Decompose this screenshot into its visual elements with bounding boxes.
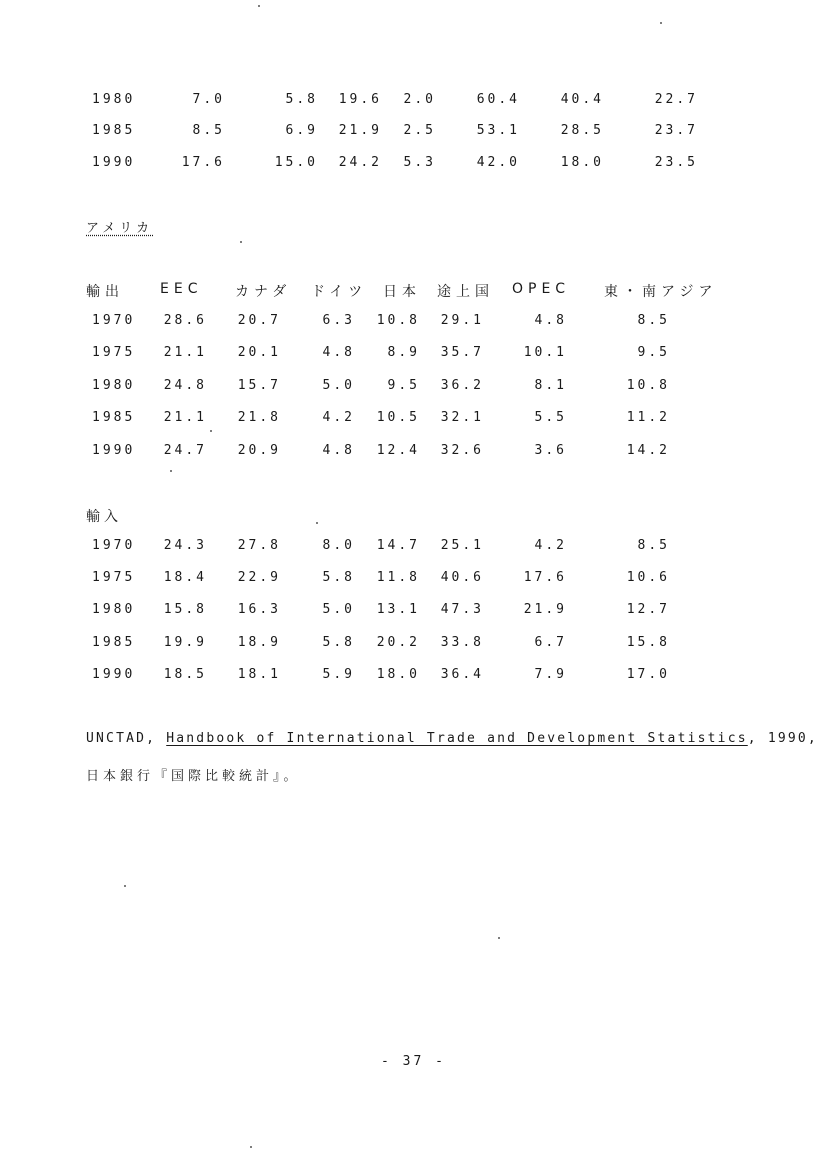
value-cell: 7.9 [534, 667, 567, 682]
value-cell: 8.5 [637, 538, 670, 553]
year-cell: 1975 [92, 570, 136, 585]
value-cell: 5.8 [322, 570, 355, 585]
value-cell: 13.1 [376, 602, 420, 617]
column-header: カナダ [235, 284, 292, 300]
value-cell: 18.0 [560, 155, 604, 170]
source-prefix: UNCTAD, [86, 731, 167, 746]
value-cell: 24.7 [163, 443, 207, 458]
value-cell: 27.8 [237, 538, 281, 553]
source-title: Handbook of International Trade and Development Statistics [166, 731, 748, 746]
value-cell: 8.9 [387, 345, 420, 360]
value-cell: 40.4 [560, 92, 604, 107]
value-cell: 4.2 [322, 410, 355, 425]
value-cell: 9.5 [637, 345, 670, 360]
value-cell: 18.1 [237, 667, 281, 682]
value-cell: 15.8 [626, 635, 670, 650]
value-cell: 22.9 [237, 570, 281, 585]
value-cell: 21.1 [163, 345, 207, 360]
column-header: EEC [160, 281, 203, 297]
value-cell: 5.9 [322, 667, 355, 682]
value-cell: 23.7 [654, 123, 698, 138]
value-cell: 8.5 [192, 123, 225, 138]
value-cell: 20.1 [237, 345, 281, 360]
year-cell: 1970 [92, 313, 136, 328]
export-header-row [0, 281, 827, 301]
value-cell: 32.1 [440, 410, 484, 425]
column-header: OPEC [512, 281, 571, 297]
value-cell: 2.5 [403, 123, 436, 138]
table-row [0, 378, 827, 396]
value-cell: 36.2 [440, 378, 484, 393]
export-label: 輸出 [86, 284, 124, 300]
column-header: 東・南アジア [604, 284, 718, 300]
value-cell: 5.0 [322, 378, 355, 393]
column-header: 途上国 [437, 284, 494, 300]
value-cell: 18.4 [163, 570, 207, 585]
value-cell: 17.0 [626, 667, 670, 682]
value-cell: 15.8 [163, 602, 207, 617]
value-cell: 18.5 [163, 667, 207, 682]
value-cell: 5.3 [403, 155, 436, 170]
value-cell: 17.6 [181, 155, 225, 170]
scan-speck [170, 470, 172, 472]
value-cell: 35.7 [440, 345, 484, 360]
value-cell: 53.1 [476, 123, 520, 138]
value-cell: 11.2 [626, 410, 670, 425]
scan-speck [660, 22, 662, 24]
scan-speck [124, 885, 126, 887]
year-cell: 1980 [92, 602, 136, 617]
table-row [0, 123, 827, 141]
value-cell: 18.9 [237, 635, 281, 650]
value-cell: 10.8 [376, 313, 420, 328]
table-row [0, 92, 827, 110]
table-row [0, 443, 827, 461]
value-cell: 6.9 [285, 123, 318, 138]
value-cell: 5.5 [534, 410, 567, 425]
scan-speck [316, 522, 318, 524]
scan-speck [250, 1146, 252, 1148]
table-row [0, 667, 827, 685]
value-cell: 33.8 [440, 635, 484, 650]
table-row [0, 313, 827, 331]
year-cell: 1985 [92, 410, 136, 425]
value-cell: 10.5 [376, 410, 420, 425]
section-title: アメリカ [86, 221, 154, 236]
value-cell: 18.0 [376, 667, 420, 682]
value-cell: 4.2 [534, 538, 567, 553]
value-cell: 6.7 [534, 635, 567, 650]
value-cell: 10.1 [523, 345, 567, 360]
value-cell: 8.1 [534, 378, 567, 393]
table-row [0, 155, 827, 173]
page-number: - 37 - [381, 1054, 446, 1069]
value-cell: 6.3 [322, 313, 355, 328]
year-cell: 1970 [92, 538, 136, 553]
value-cell: 20.9 [237, 443, 281, 458]
value-cell: 28.5 [560, 123, 604, 138]
year-cell: 1980 [92, 378, 136, 393]
value-cell: 11.8 [376, 570, 420, 585]
value-cell: 9.5 [387, 378, 420, 393]
year-cell: 1980 [92, 92, 136, 107]
value-cell: 60.4 [476, 92, 520, 107]
year-cell: 1985 [92, 635, 136, 650]
import-label: 輸入 [86, 509, 122, 525]
value-cell: 15.7 [237, 378, 281, 393]
value-cell: 20.7 [237, 313, 281, 328]
value-cell: 20.2 [376, 635, 420, 650]
scan-speck [210, 430, 212, 432]
scan-speck [258, 5, 260, 7]
value-cell: 14.2 [626, 443, 670, 458]
value-cell: 7.0 [192, 92, 225, 107]
value-cell: 21.8 [237, 410, 281, 425]
value-cell: 4.8 [322, 443, 355, 458]
value-cell: 8.0 [322, 538, 355, 553]
value-cell: 21.9 [338, 123, 382, 138]
table-row [0, 410, 827, 428]
value-cell: 24.2 [338, 155, 382, 170]
value-cell: 5.0 [322, 602, 355, 617]
value-cell: 5.8 [285, 92, 318, 107]
year-cell: 1990 [92, 443, 136, 458]
value-cell: 4.8 [322, 345, 355, 360]
table-row [0, 602, 827, 620]
source-citation [86, 731, 818, 746]
value-cell: 22.7 [654, 92, 698, 107]
value-cell: 16.3 [237, 602, 281, 617]
source-suffix: , 1990, [747, 731, 818, 746]
value-cell: 28.6 [163, 313, 207, 328]
table-row [0, 345, 827, 363]
table-row [0, 538, 827, 556]
value-cell: 21.9 [523, 602, 567, 617]
value-cell: 42.0 [476, 155, 520, 170]
value-cell: 23.5 [654, 155, 698, 170]
scan-speck [498, 937, 500, 939]
value-cell: 12.4 [376, 443, 420, 458]
value-cell: 24.8 [163, 378, 207, 393]
column-header: ドイツ [311, 284, 368, 300]
value-cell: 8.5 [637, 313, 670, 328]
value-cell: 2.0 [403, 92, 436, 107]
value-cell: 12.7 [626, 602, 670, 617]
value-cell: 10.6 [626, 570, 670, 585]
year-cell: 1990 [92, 155, 136, 170]
value-cell: 17.6 [523, 570, 567, 585]
value-cell: 21.1 [163, 410, 207, 425]
table-row [0, 570, 827, 588]
year-cell: 1975 [92, 345, 136, 360]
value-cell: 3.6 [534, 443, 567, 458]
value-cell: 24.3 [163, 538, 207, 553]
value-cell: 19.6 [338, 92, 382, 107]
table-row [0, 635, 827, 653]
value-cell: 5.8 [322, 635, 355, 650]
value-cell: 36.4 [440, 667, 484, 682]
value-cell: 4.8 [534, 313, 567, 328]
value-cell: 14.7 [376, 538, 420, 553]
column-header: 日本 [383, 284, 421, 300]
scan-speck [240, 241, 242, 243]
value-cell: 32.6 [440, 443, 484, 458]
value-cell: 10.8 [626, 378, 670, 393]
year-cell: 1990 [92, 667, 136, 682]
value-cell: 47.3 [440, 602, 484, 617]
value-cell: 29.1 [440, 313, 484, 328]
year-cell: 1985 [92, 123, 136, 138]
value-cell: 40.6 [440, 570, 484, 585]
value-cell: 15.0 [274, 155, 318, 170]
source-citation-line2: 日本銀行『国際比較統計』。 [86, 769, 301, 784]
value-cell: 19.9 [163, 635, 207, 650]
value-cell: 25.1 [440, 538, 484, 553]
